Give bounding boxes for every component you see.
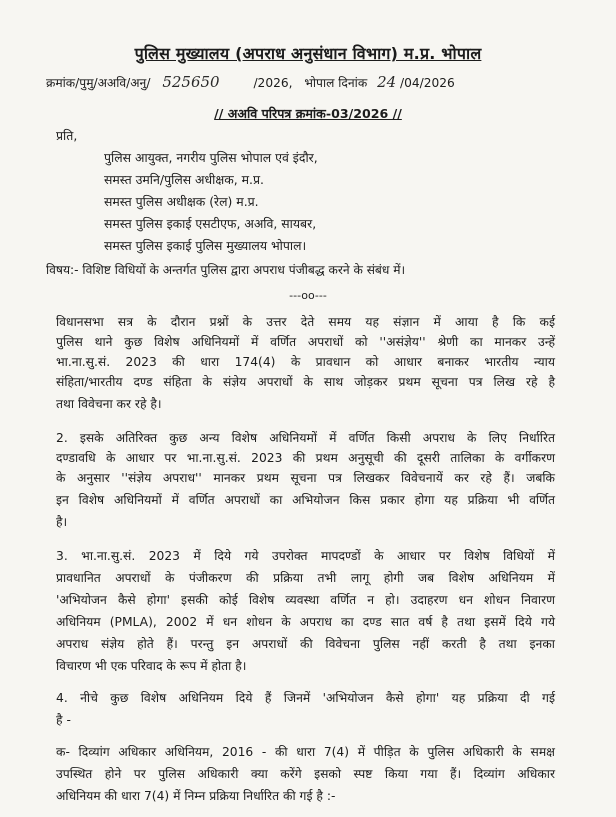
letterhead-title: पुलिस मुख्यालय (अपराध अनुसंधान विभाग) म.प्र. भोपाल (134, 44, 482, 63)
ref-prefix: क्रमांक/पुमु/अअवि/अनु/ (46, 76, 151, 90)
recipient-line: समस्त उमनि/पुलिस अधीक्षक, म.प्र. (104, 172, 264, 187)
recipient-line: समस्त पुलिस इकाई एसटीएफ, अअवि, सायबर, (104, 216, 317, 231)
date-day-handwritten: 24 (377, 73, 397, 91)
recipients-label: प्रति, (56, 128, 78, 143)
paragraph-1-line: तथा विवेचना कर रहे है। (56, 397, 162, 411)
recipient-line: पुलिस आयुक्त, नगरीय पुलिस भोपाल एवं इंदौर, (104, 150, 318, 165)
ref-year: /2026, (253, 76, 293, 90)
paragraph-3-line: प्रावधानित अपराधों के पंजीकरण की प्रक्रिया तभी लागू होगी जब विशेष अधिनियम में (56, 571, 555, 585)
clause-ka-line: अधिनियम की धारा 7(4) में निम्न प्रक्रिया निर्धारित की गई है :- (56, 789, 336, 803)
circular-number: // अअवि परिपत्र क्रमांक-03/2026 // (214, 106, 402, 121)
paragraph-3-line: 3. भा.ना.सु.सं. 2023 में दिये गये उपरोक्त मापदण्डों के आधार पर विशेष विधियों में (56, 549, 555, 563)
paragraph-1-line: विधानसभा सत्र के दौरान प्रश्नों के उत्तर देते समय यह संज्ञान में आया है कि कई (56, 315, 555, 329)
clause-ka-line: क- दिव्यांग अधिकार अधिनियम, 2016 - की धारा 7(4) में पीड़ित के पुलिस अधिकारी के समक्ष (56, 745, 555, 759)
paragraph-1-line: संहिता/भारतीय दण्ड संहिता के संज्ञेय अपराधों के साथ जोड़कर प्रथम सूचना पत्र लिख रहे है (56, 375, 555, 389)
paragraph-2-line: दण्डावधि के आधार पर भा.ना.सु.सं. 2023 की प्रथम अनुसूची की दूसरी तालिका के वर्गीकरण (56, 451, 555, 465)
paragraph-2-line: 2. इसके अतिरिक्त कुछ अन्य विशेष अधिनियमों में वर्णित किसी अपराध के लिए निर्धारित (56, 431, 555, 445)
subject-line: विषय:- विशिष्ट विधियों के अन्तर्गत पुलिस द्वारा अपराध पंजीबद्ध करने के संबंध में। (46, 263, 406, 277)
paragraph-3-line: अधिनियम (PMLA), 2002 में धन शोधन के अपराध का दण्ड सात वर्ष है तथा इसमें दिये गये (56, 615, 555, 629)
paragraph-2-line: इन विशेष अधिनियमों में वर्णित अपराधों का अभियोजन किस प्रकार होगा यह प्रक्रिया भी वर्णित (56, 493, 555, 507)
paragraph-3-line: अपराध संज्ञेय होते हैं। परन्तु इन अपराधों की विवेचना पुलिस नहीं करती है तथा इनका (56, 637, 555, 651)
paragraph-2-line: है। (56, 515, 68, 529)
separator: ---oo--- (289, 289, 327, 302)
place-date-label: भोपाल दिनांक (304, 76, 368, 90)
paragraph-3-line: विचारण भी एक परिवाद के रूप में होता है। (56, 659, 247, 673)
paragraph-2-line: के अनुसार ''संज्ञेय अपराध'' मानकर प्रथम सूचना पत्र लिखकर विवेचनायें कर रहे हैं। जबकि (56, 471, 555, 485)
paragraph-1-line: पुलिस थाने कुछ विशेष अधिनियमों में वर्णित अपराधों को ''असंज्ञेय'' श्रेणी का मानकर उन्हें (56, 335, 555, 349)
reference-line (46, 74, 455, 91)
clause-ka-line: उपस्थित होने पर पुलिस अधिकारी क्या करेंगे इसको स्पष्ट किया गया हैं। दिव्यांग अधिकार (56, 767, 555, 781)
paragraph-4-line: है - (56, 713, 71, 727)
ref-number-handwritten: 525650 (162, 73, 220, 91)
paragraph-1-line: भा.ना.सु.सं. 2023 की धारा 174(4) के प्रावधान को आधार बनाकर भारतीय न्याय (56, 355, 555, 369)
paragraph-3-line: 'अभियोजन कैसे होगा' इसकी कोई विशेष व्यवस्था वर्णित न हो। उदाहरण धन शोधन निवारण (56, 593, 555, 607)
paragraph-4-line: 4. नीचे कुछ विशेष अधिनियम दिये हैं जिनमें 'अभियोजन कैसे होगा' यह प्रक्रिया दी गई (56, 691, 555, 705)
recipient-line: समस्त पुलिस इकाई पुलिस मुख्यालय भोपाल। (104, 238, 307, 253)
recipient-line: समस्त पुलिस अधीक्षक (रेल) म.प्र. (104, 194, 259, 209)
date-rest: /04/2026 (400, 76, 455, 90)
